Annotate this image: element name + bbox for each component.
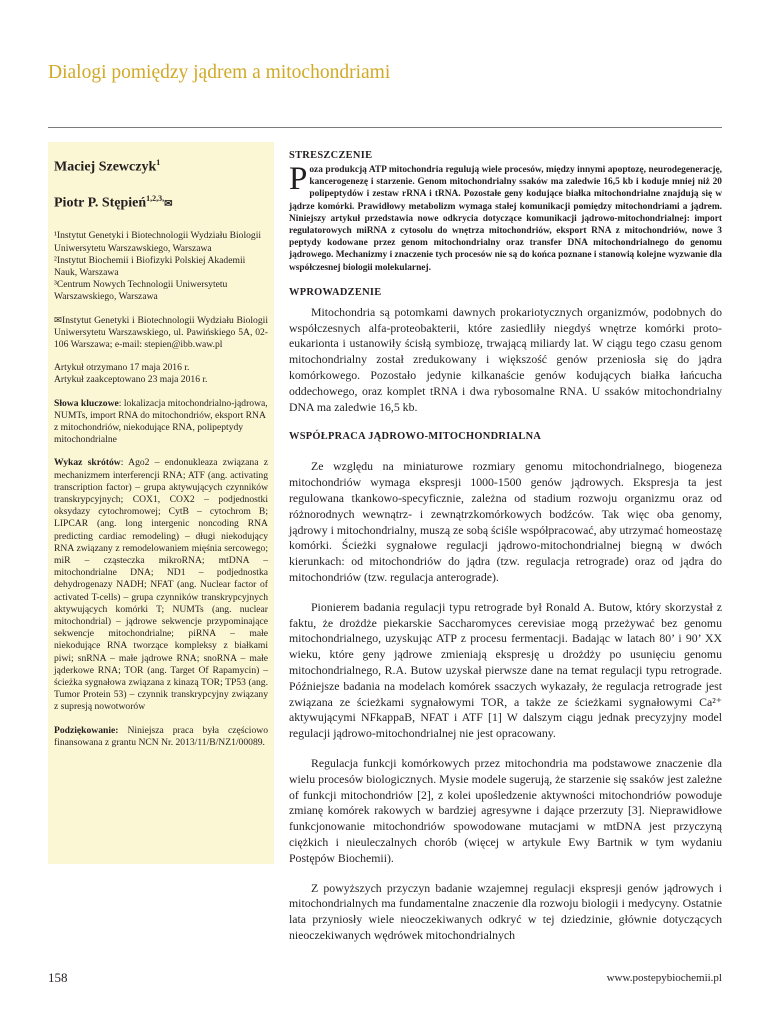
author-2: [54, 190, 268, 214]
body-paragraph-3: Regulacja funkcji komórkowych przez mitochondria ma podstawowe znaczenie dla wielu procesów biologicznych. Mysie modele sugerują, że starzenie się ssaków jest zależne of funkcji mitochondriów [2], z kolei upośledzenie aktywności mitochondriów powoduje zmianę komórek rakowych w bardziej agresywne i dające przerzuty [3]. Nieprawidłowe funkcjonowanie mitochondriów spowodowane mutacjami w mtDNA jest przyczyną ciężkich i nieuleczalnych chorób (więcej w artykule Ewy Bartnik w tym wydaniu Postępów Biochemii).: [289, 755, 722, 865]
affiliation-2: ²Instytut Biochemii i Biofizyki Polskiej Akademii Nauk, Warszawa: [54, 254, 246, 278]
abbreviations: [54, 457, 268, 713]
affiliation-3: ³Centrum Nowych Technologii Uniwersytetu Warszawskiego, Warszawa: [54, 279, 228, 303]
author-1: [54, 154, 268, 177]
author-1-sup: 1: [156, 158, 161, 167]
keywords-label: Słowa kluczowe: [54, 397, 119, 409]
main-column: [289, 150, 722, 944]
keywords: [54, 398, 268, 447]
keywords-text: : lokalizacja mitochondrialno-jądrowa, NUMTs, import RNA do mitochondriów, eksport RNA z mitochondriów, niekodujące RNA, polipeptydy mitochondrialne: [54, 397, 268, 446]
abstract-heading: STRESZCZENIE: [289, 150, 373, 161]
page-number: 158: [48, 970, 68, 985]
author-2-name: Piotr P. Stępień: [54, 195, 147, 211]
affiliation-1: ¹Instytut Genetyki i Biotechnologii Wydziału Biologii Uniwersytetu Warszawskiego, Warszawa: [54, 230, 262, 254]
envelope-icon: ✉: [164, 198, 173, 210]
author-2-sup: 1,2,3,: [146, 193, 165, 203]
abbreviations-text: : Ago2 – endonukleaza związana z mechanizmem interferencji RNA; ATF (ang. activating transcription factor) – grupa aktywujących czynników transkrypcyjnych; COX1, COX2 – podjednostki oksydazy cytochromowej; CytB – cytochrom B; LIPCAR (ang. long intergenic noncoding RNA predicting cardiac remodeling) – długi niekodujący RNA związany z remodelowaniem mięśnia sercowego; miR – cząsteczka mikroRNA; mtDNA – mitochondrialne DNA; ND1 – podjednostka dehydrogenazy NADH; NFAT (ang. Nuclear factor of activated T-cells) – grupa czynników transkrypcyjnych aktywujących komórki T; NUMTs (ang. nuclear mitochondrial) – jądrowe sekwencje przypominające sekwencje mitochondrialne; piRNA – małe niekodujące RNA tworzące kompleksy z białkami piwi; snRNA – małe jądrowe RNA; snoRNA – małe jąderkowe RNA; TOR (ang. Target Of Rapamycin) – ścieżka sygnałowa związana z kinazą TOR; TP53 (ang. Tumor Protein 53) – czynnik transkrypcyjny związany z supresją nowotworów: [54, 457, 269, 713]
abstract-text: oza produkcją ATP mitochondria regulują wiele procesów, między innymi apoptozę, neurodegenerację, kancerogenezę i starzenie. Genom mitochondrialny ssaków ma zaledwie 16,5 kb i koduje mniej niż 20 polipeptydów i zestaw rRNA i tRNA. Pozostałe geny kodujące białka mitochondrialne znajdują się w jądrze komórki. Prawidłowy metabolizm wymaga stałej komunikacji pomiędzy mitochondriami a jądrem. Niniejszy artykuł przedstawia nowe odkrycia dotyczące komunikacji jądrowo-mitochondrialnej: import regulatorowych miRNA z cytosolu do wnętrza mitochondriów, eksport RNA z mitochondriów, nowe 3 peptydy kodowane przez genom mitochondrialny oraz transfer DNA mitochondrialnego do genomu jądrowego. Mechanizmy i znaczenie tych procesów nie są do końca poznane i stanowią kolejne wyzwanie dla współczesnej biologii molekularnej.: [289, 165, 722, 273]
correspondence: [54, 315, 268, 352]
correspondence-address: Instytut Genetyki i Biotechnologii Wydziału Biologii Uniwersytetu Warszawskiego, ul. Pawińskiego 5A, 02-106 Warszawa; e-mail: stepien@ibb.waw.pl: [54, 314, 268, 350]
abstract: [289, 161, 722, 274]
body-paragraph-2: Pionierem badania regulacji typu retrograde był Ronald A. Butow, który skorzystał z faktu, że drożdże piekarskie Saccharomyces cerevisiae mogą przeżywać bez genomu mitochondrialnego, uzyskując ATP z procesu fermentacji. Badając w latach 80’ i 90’ XX wieku, które geny jądrowe zmieniają ekspresję u drożdży po usunięciu genomu mitochondrialnego, R.A. Butow uzyskał pierwsze dane na temat regulacji typu retrograde. Późniejsze badania na modelach komórek ssaczych wykazały, że regulacja retrograde jest związana ze ścieżkami sygnałowymi TOR, a także ze ścieżkami sygnałowymi Ca²⁺ aktywującymi NFkappaB, NFAT i ATF [1] W dalszym ciągu jednak precyzyjny model regulacji jądrowo-mitochondrialnej nie jest opracowany.: [289, 599, 722, 741]
cooperation-heading: WSPÓŁPRACA JĄDROWO-MITOCHONDRIALNA: [289, 431, 542, 443]
intro-heading: WPROWADZENIE: [289, 286, 382, 298]
author-1-name: Maciej Szewczyk: [54, 159, 157, 175]
journal-url: www.postepybiochemii.pl: [606, 972, 722, 984]
acknowledgements-label: Podziękowanie:: [54, 724, 119, 736]
abbreviations-label: Wykaz skrótów: [54, 457, 121, 469]
author-sidebar: [48, 142, 274, 864]
date-accepted: Artykuł zaakceptowano 23 maja 2016 r.: [54, 374, 208, 386]
affiliations: [54, 230, 268, 303]
intro-paragraph: Mitochondria są potomkami dawnych prokariotycznych organizmów, podobnych do współczesnych alfa-proteobakterii, które zasiedliły niegdyś wnętrze komórki proto-eukarionta i ustanowiły ścisłą symbiozę, trwającą miliardy lat. W ciągu tego czasu genom mitochondrialny został zredukowany i większość genów przeniosła się do jądra komórkowego. Pozostało jedynie kilkanaście genów kodujących białka łańcucha oddechowego, oraz komplet tRNA i dwa rybosomalne RNA. U ssaków mitochondrialny DNA ma zaledwie 16,5 kb.: [289, 304, 722, 414]
envelope-icon: ✉: [54, 314, 63, 326]
article-title: Dialogi pomiędzy jądrem a mitochondriami: [48, 62, 391, 83]
acknowledgements: [54, 725, 268, 749]
body-paragraph-1: Ze względu na miniaturowe rozmiary genomu mitochondrialnego, biogeneza mitochondriów wymaga ekspresji 1000-1500 genów jądrowych. Ekspresja ta jest regulowana tkankowo-specyficznie, zależna od stadium rozwoju organizmu oraz od różnorodnych wewnątrz- i zewnątrzkomórkowych bodźców. Tak więc oba genomy, jądrowy i mitochondrialny, muszą ze sobą ściśle współpracować, aby utrzymać homeostazę komórki. Ścieżki sygnałowe regulacji jądrowo-mitochondrialnej biegną w dwóch kierunkach: od mitochondriów do jądra (tzw. regulacja retrograde) oraz od jądra do mitochondriów (tzw. regulacja anterograde).: [289, 459, 722, 584]
date-received: Artykuł otrzymano 17 maja 2016 r.: [54, 362, 190, 374]
title-rule: [48, 127, 722, 128]
abstract-dropcap: P: [289, 161, 308, 197]
acknowledgements-text: Niniejsza praca była częściowo finansowana z grantu NCN Nr. 2013/11/B/NZ1/00089.: [54, 724, 268, 748]
article-dates: [54, 362, 268, 386]
body-paragraph-4: Z powyższych przyczyn badanie wzajemnej regulacji ekspresji genów jądrowych i mitochondrialnych ma fundamentalne znaczenie dla rozwoju biologii i medycyny. Ostatnie lata przyniosły wiele nieoczekiwanych odkryć w tej dziedzinie, głównie dotyczących nieoczekiwanych wędrówek mitochondrialnych: [289, 880, 722, 942]
